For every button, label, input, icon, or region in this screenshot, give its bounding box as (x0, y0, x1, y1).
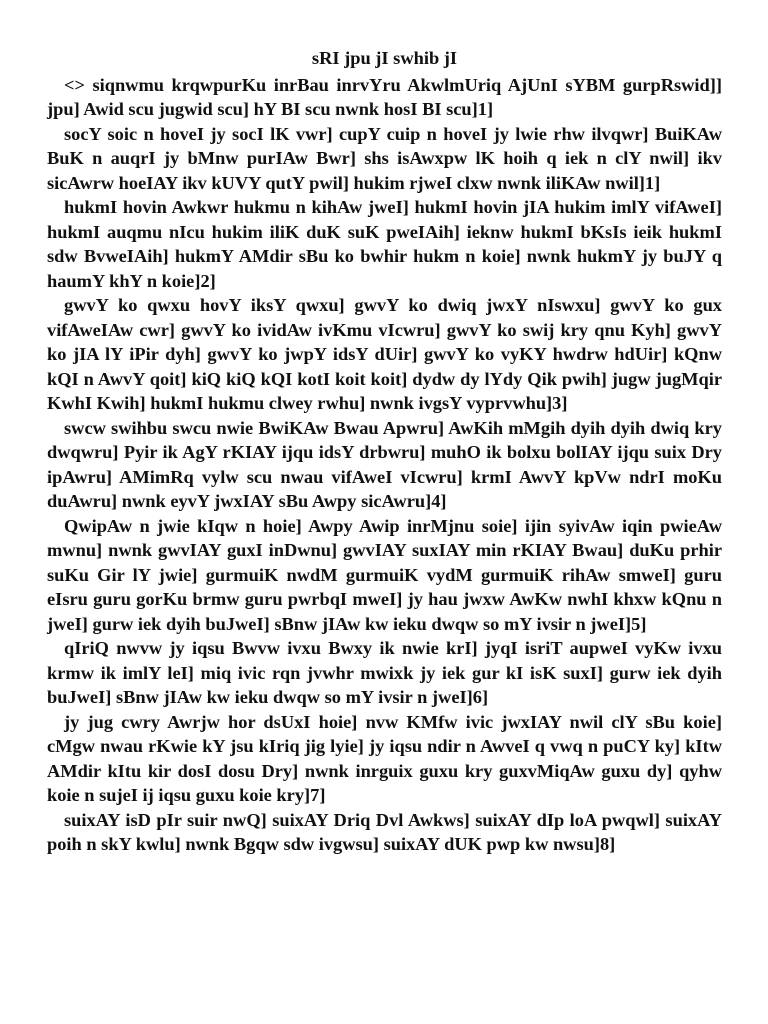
paragraph-2: socY soic n hoveI jy socI lK vwr] cupY cuip n hoveI jy lwie rhw ilvqwr] BuiKAw BuK n auqrI jy bMnw purIAw Bwr] shs isAwxpw lK hoih q iek n clY nwil] ikv sicAwrw hoeIAY ikv kUVY qutY pwil] hukim rjweI clxw nwnk iliKAw nwil]1] (47, 123, 722, 193)
paragraph-3: hukmI hovin Awkwr hukmu n kihAw jweI] hukmI hovin jIA hukim imlY vifAweI] hukmI auqmu nIcu hukim iliK duK suK pweIAih] ieknw hukmI bKsIs ieik hukmI sdw BvweIAih] hukmY AMdir sBu ko bwhir hukm n koie] nwnk hukmY jy buJY q haumY khY n koie]2] (47, 197, 722, 291)
paragraph-8: jy jug cwry Awrjw hor dsUxI hoie] nvw KMfw ivic jwxIAY nwil clY sBu koie] cMgw nwau rKwie kY jsu kIriq jig lyie] jy iqsu ndir n AwveI q vwq n puCY ky] kItw AMdir kItu kir dosI dosu Dry] nwnk inrguix guxu kry guxvMiqAw guxu dy] qyhw koie n sujeI ij iqsu guxu koie kry]7] (47, 711, 722, 805)
document-title: sRI jpu jI swhib jI (311, 48, 458, 68)
paragraph-6: QwipAw n jwie kIqw n hoie] Awpy Awip inrMjnu soie] ijin syivAw iqin pwieAw mwnu] nwnk gwvIAY guxI inDwnu] gwvIAY suxIAY min rKIAY Bwau] duKu prhir suKu Gir lY jwie] gurmuiK nwdM gurmuiK vydM gurmuiK rihAw smweI] guru eIsru guru gorKu brmw guru pwrbqI mweI] jy hau jwxw AwKw nwhI khxw kQnu n jweI] gurw iek dyih buJweI] sBnw jIAw kw ieku dwqw so mY ivsir n jweI]5] (47, 515, 722, 634)
paragraph-4: gwvY ko qwxu hovY iksY qwxu] gwvY ko dwiq jwxY nIswxu] gwvY ko gux vifAweIAw cwr] gwvY ko ividAw ivKmu vIcwru] gwvY ko swij kry qnu Kyh] gwvY ko jIA lY iPir dyh] gwvY ko jwpY idsY dUir] gwvY ko vyKY hwdrw hdUir] kQnw kQI n AwvY qoit] kiQ kiQ kQI kotI koit koit] dydw dy lYdy Qik pwih] jugw jugMqir KwhI Kwih] hukmI hukmu clwey rwhu] nwnk ivgsY vyprvwhu]3] (47, 295, 722, 413)
paragraph-9: suixAY isD pIr suir nwQ] suixAY Driq Dvl Awkws] suixAY dIp loA pwqwl] suixAY poih n skY kwlu] nwnk Bgqw sdw ivgwsu] suixAY dUK pwp kw nwsu]8] (47, 809, 722, 854)
paragraph-5: swcw swihbu swcu nwie BwiKAw Bwau Apwru] AwKih mMgih dyih dyih dwiq kry dwqwru] Pyir ik AgY rKIAY ijqu idsY drbwru] muhO ik bolxu bolIAY ijqu suix Dry ipAwru] AMimRq vylw scu nwau vifAweI vIcwru] krmI AwvY kpVw ndrI moKu duAwru] nwnk eyvY jwxIAY sBu Awpy sicAwru]4] (47, 417, 722, 511)
document-page (47, 46, 722, 857)
paragraph-7: qIriQ nwvw jy iqsu Bwvw ivxu Bwxy ik nwie krI] jyqI isriT aupweI vyKw ivxu krmw ik imlY leI] miq ivic rqn jvwhr mwixk jy iek gur kI isK suxI] gurw iek dyih buJweI] sBnw jIAw kw ieku dwqw so mY ivsir n jweI]6] (47, 638, 722, 707)
paragraph-1: <> siqnwmu krqwpurKu inrBau inrvYru AkwlmUriq AjUnI sYBM gurpRswid]] jpu] Awid scu jugwid scu] hY BI scu nwnk hosI BI scu]1] (47, 74, 722, 119)
